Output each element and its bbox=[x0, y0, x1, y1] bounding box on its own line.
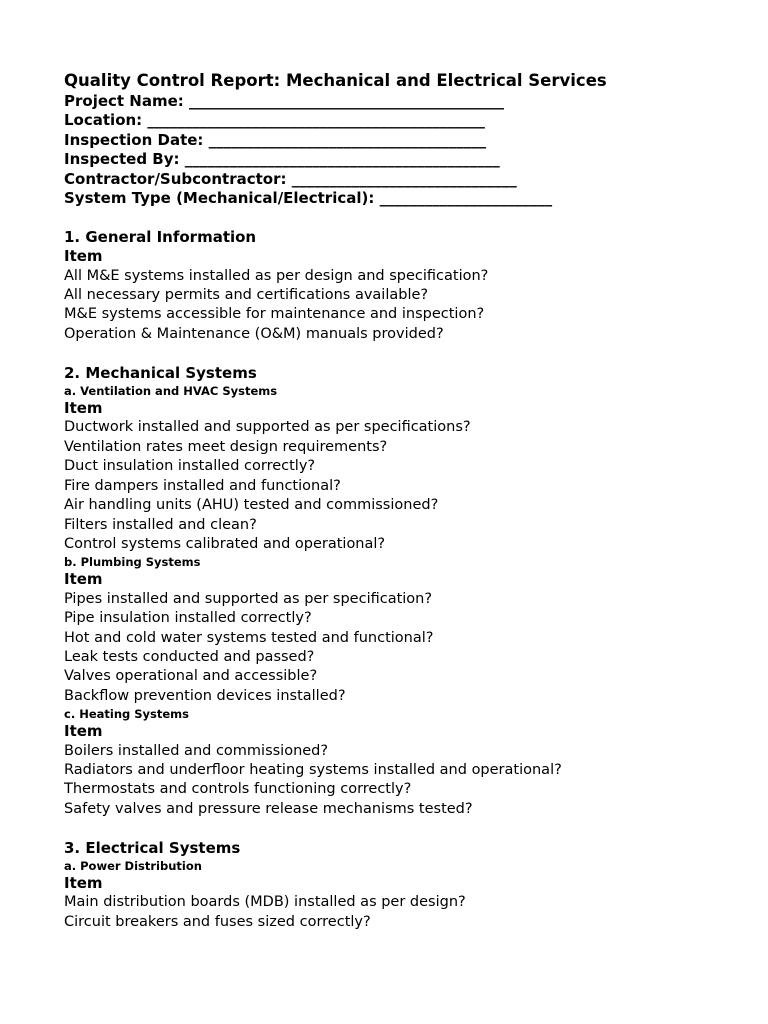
checklist-item: Control systems calibrated and operational? bbox=[64, 535, 386, 552]
field-inspected-by: Inspected By: __________________________________________ bbox=[64, 150, 500, 169]
field-blank[interactable]: _____________________________________________ bbox=[147, 111, 485, 130]
checklist-item: All necessary permits and certifications available? bbox=[64, 287, 429, 304]
checklist-item: Ductwork installed and supported as per specifications? bbox=[64, 419, 471, 436]
field-blank[interactable]: __________________________________________ bbox=[189, 92, 505, 110]
checklist-item: Main distribution boards (MDB) installed as per design? bbox=[64, 894, 466, 911]
checklist-item: Leak tests conducted and passed? bbox=[64, 648, 315, 665]
checklist-item: Filters installed and clean? bbox=[64, 516, 257, 533]
subheading-plumbing: b. Plumbing Systems bbox=[64, 555, 201, 570]
document-page bbox=[64, 70, 754, 932]
subheading-heating: c. Heating Systems bbox=[64, 707, 189, 722]
header-fields bbox=[64, 92, 754, 208]
column-header-item: Item bbox=[64, 399, 103, 418]
checklist-item: Duct insulation installed correctly? bbox=[64, 458, 316, 475]
field-blank[interactable]: ______________________________ bbox=[291, 169, 517, 188]
field-project-name: Project Name: __________________________________________ bbox=[64, 92, 505, 110]
column-header-item: Item bbox=[64, 570, 103, 589]
field-blank[interactable]: _______________________ bbox=[379, 189, 553, 208]
subheading-hvac: a. Ventilation and HVAC Systems bbox=[64, 384, 278, 399]
field-contractor: Contractor/Subcontractor: ______________________________ bbox=[64, 169, 517, 188]
field-location: Location: _____________________________________________ bbox=[64, 111, 485, 130]
checklist-item: Circuit breakers and fuses sized correctly? bbox=[64, 913, 371, 930]
checklist-item: Pipe insulation installed correctly? bbox=[64, 610, 312, 627]
checklist-item: M&E systems accessible for maintenance and inspection? bbox=[64, 306, 485, 323]
checklist-item: Air handling units (AHU) tested and commissioned? bbox=[64, 497, 439, 514]
checklist-item: Thermostats and controls functioning correctly? bbox=[64, 781, 412, 798]
report-title: Quality Control Report: Mechanical and Electrical Services bbox=[64, 71, 607, 90]
checklist-item: Valves operational and accessible? bbox=[64, 668, 318, 685]
column-header-item: Item bbox=[64, 873, 103, 892]
section-heading-general: 1. General Information bbox=[64, 227, 257, 246]
checklist-item: Safety valves and pressure release mechanisms tested? bbox=[64, 800, 473, 817]
column-header-item: Item bbox=[64, 247, 103, 266]
checklist-item: Ventilation rates meet design requirements? bbox=[64, 438, 388, 455]
field-blank[interactable]: __________________________________________ bbox=[184, 150, 500, 169]
subheading-power-distribution: a. Power Distribution bbox=[64, 858, 202, 873]
field-blank[interactable]: _____________________________________ bbox=[208, 130, 487, 149]
checklist-item: Pipes installed and supported as per specification? bbox=[64, 590, 433, 607]
column-header-item: Item bbox=[64, 722, 103, 741]
checklist-item: Hot and cold water systems tested and functional? bbox=[64, 629, 434, 646]
section-heading-mechanical: 2. Mechanical Systems bbox=[64, 363, 257, 382]
field-inspection-date: Inspection Date: _____________________________________ bbox=[64, 130, 487, 149]
checklist-item: Backflow prevention devices installed? bbox=[64, 687, 346, 704]
checklist-item: Fire dampers installed and functional? bbox=[64, 477, 341, 494]
section-heading-electrical: 3. Electrical Systems bbox=[64, 838, 241, 857]
checklist-item: Operation & Maintenance (O&M) manuals provided? bbox=[64, 325, 444, 342]
checklist-item: All M&E systems installed as per design and specification? bbox=[64, 267, 489, 284]
checklist-item: Boilers installed and commissioned? bbox=[64, 742, 329, 759]
field-system-type: System Type (Mechanical/Electrical): _______________________ bbox=[64, 189, 553, 208]
checklist-item: Radiators and underfloor heating systems installed and operational? bbox=[64, 761, 562, 778]
